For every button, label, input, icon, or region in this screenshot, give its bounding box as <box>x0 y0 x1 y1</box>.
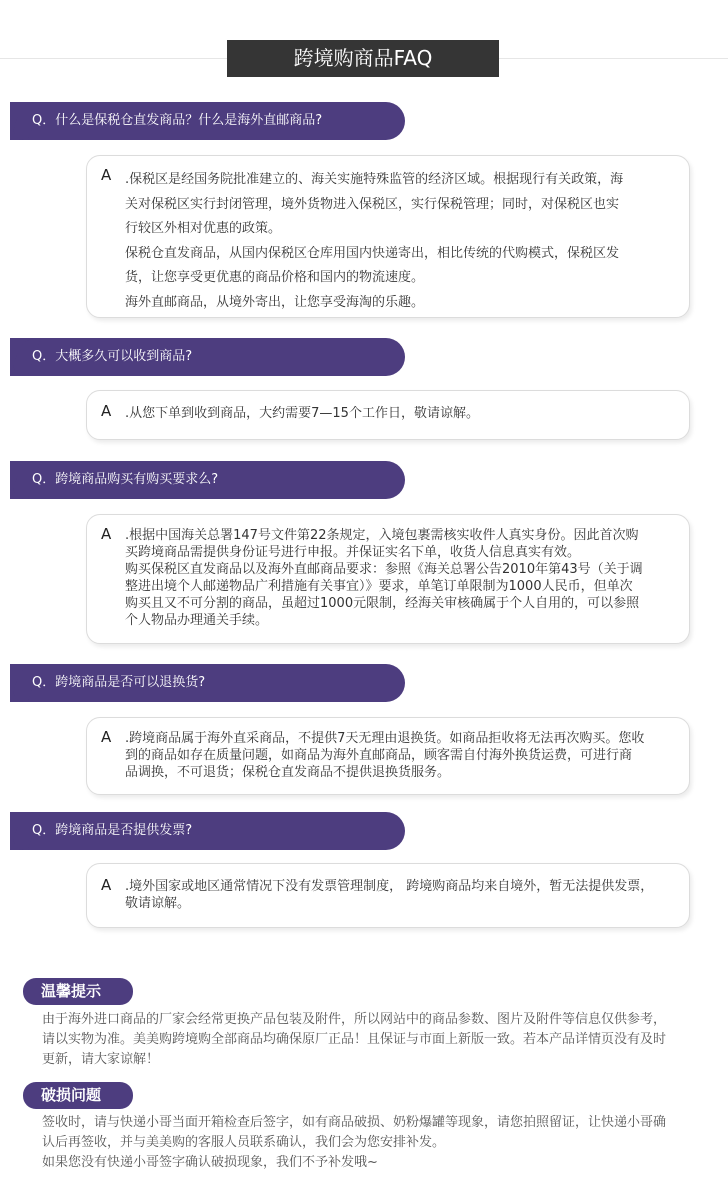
damage-body <box>42 1113 712 1173</box>
answer-line: 买跨境商品需提供身份证号进行申报。并保证实名下单，收货人信息真实有效。 <box>125 545 581 560</box>
faq-question-4 <box>10 664 405 702</box>
answer-line: 保税仓直发商品，从国内保税区仓库用国内快递寄出，相比传统的代购模式，保税区发 <box>125 245 620 261</box>
warm-tip-body <box>42 1010 712 1070</box>
answer-line: 敬请谅解。 <box>125 896 191 911</box>
answer-line: 购买且又不可分割的商品，虽超过1000元限制，经海关审核确属于个人自用的，可以参照 <box>125 596 640 611</box>
answer-line: 行较区外相对优惠的政策。 <box>125 221 282 236</box>
tip-line: 更新，请大家谅解！ <box>42 1052 160 1067</box>
answer-marker: A <box>101 728 112 746</box>
answer-line: 关对保税区实行封闭管理，境外货物进入保税区，实行保税管理；同时，对保税区也实 <box>125 196 620 212</box>
answer-line: 品调换，不可退货；保税仓直发商品不提供退换货服务。 <box>125 765 451 780</box>
faq-question-text: Q．跨境商品购买有购买要求么? <box>32 472 219 487</box>
faq-answer-2 <box>86 390 690 440</box>
faq-question-text: Q．跨境商品是否可以退换货? <box>32 675 206 690</box>
answer-line: .跨境商品属于海外直采商品，不提供7天无理由退换货。如商品拒收将无法再次购买。您收 <box>125 731 645 746</box>
answer-line: 到的商品如存在质量问题，如商品为海外直邮商品，顾客需自付海外换货运费，可进行商 <box>125 748 633 763</box>
answer-line: .保税区是经国务院批准建立的、海关实施特殊监管的经济区域。根据现行有关政策，海 <box>125 172 624 187</box>
answer-marker: A <box>101 525 112 543</box>
faq-question-3 <box>10 461 405 499</box>
faq-question-2 <box>10 338 405 376</box>
tip-line: 签收时，请与快递小哥当面开箱检查后签字，如有商品破损、奶粉爆罐等现象，请您拍照留证，让快递小哥确 <box>42 1115 667 1130</box>
answer-line: 个人物品办理通关手续。 <box>125 613 269 628</box>
faq-answer-3 <box>86 514 690 644</box>
faq-question-5 <box>10 812 405 850</box>
tip-line: 认后再签收，并与美美购的客服人员联系确认，我们会为您安排补发。 <box>42 1135 446 1150</box>
faq-answer-5 <box>86 863 690 928</box>
answer-marker: A <box>101 876 112 894</box>
tip-line: 如果您没有快递小哥签字确认破损现象，我们不予补发哦~ <box>42 1155 378 1170</box>
faq-question-text: Q．什么是保税仓直发商品？什么是海外直邮商品? <box>32 113 323 128</box>
answer-line: 整进出境个人邮递物品广利措施有关事宜）》要求，单笔订单限制为1000人民币，但单次 <box>125 579 633 594</box>
answer-line: 海外直邮商品，从境外寄出，让您享受海淘的乐趣。 <box>125 294 425 310</box>
answer-marker: A <box>101 402 112 420</box>
faq-answer-4 <box>86 717 690 795</box>
answer-marker: A <box>101 166 112 184</box>
faq-answer-1 <box>86 155 690 318</box>
page-title: 跨境购商品FAQ <box>227 40 499 77</box>
faq-question-text: Q．跨境商品是否提供发票? <box>32 823 193 838</box>
damage-heading: 破损问题 <box>23 1082 133 1109</box>
tip-line: 由于海外进口商品的厂家会经常更换产品包装及附件，所以网站中的商品参数、图片及附件等信息仅供参考， <box>42 1012 667 1027</box>
faq-question-text: Q．大概多久可以收到商品? <box>32 349 193 364</box>
faq-question-1 <box>10 102 405 140</box>
answer-line: 购买保税区直发商品以及海外直邮商品要求：参照《海关总署公告2010年第43号（关于调 <box>125 562 643 577</box>
warm-tip-heading: 温馨提示 <box>23 978 133 1005</box>
answer-line: .境外国家或地区通常情况下没有发票管理制度， 跨境购商品均来自境外，暂无法提供发票， <box>125 879 654 894</box>
answer-line: .根据中国海关总署147号文件第22条规定，入境包裹需核实收件人真实身份。因此首次购 <box>125 528 639 543</box>
answer-line: .从您下单到收到商品，大约需要7—15个工作日，敬请谅解。 <box>125 406 479 421</box>
tip-line: 请以实物为准。美美购跨境购全部商品均确保原厂正品！且保证与市面上新版一致。若本产品详情页没有及时 <box>42 1032 667 1047</box>
answer-line: 货，让您享受更优惠的商品价格和国内的物流速度。 <box>125 270 425 285</box>
